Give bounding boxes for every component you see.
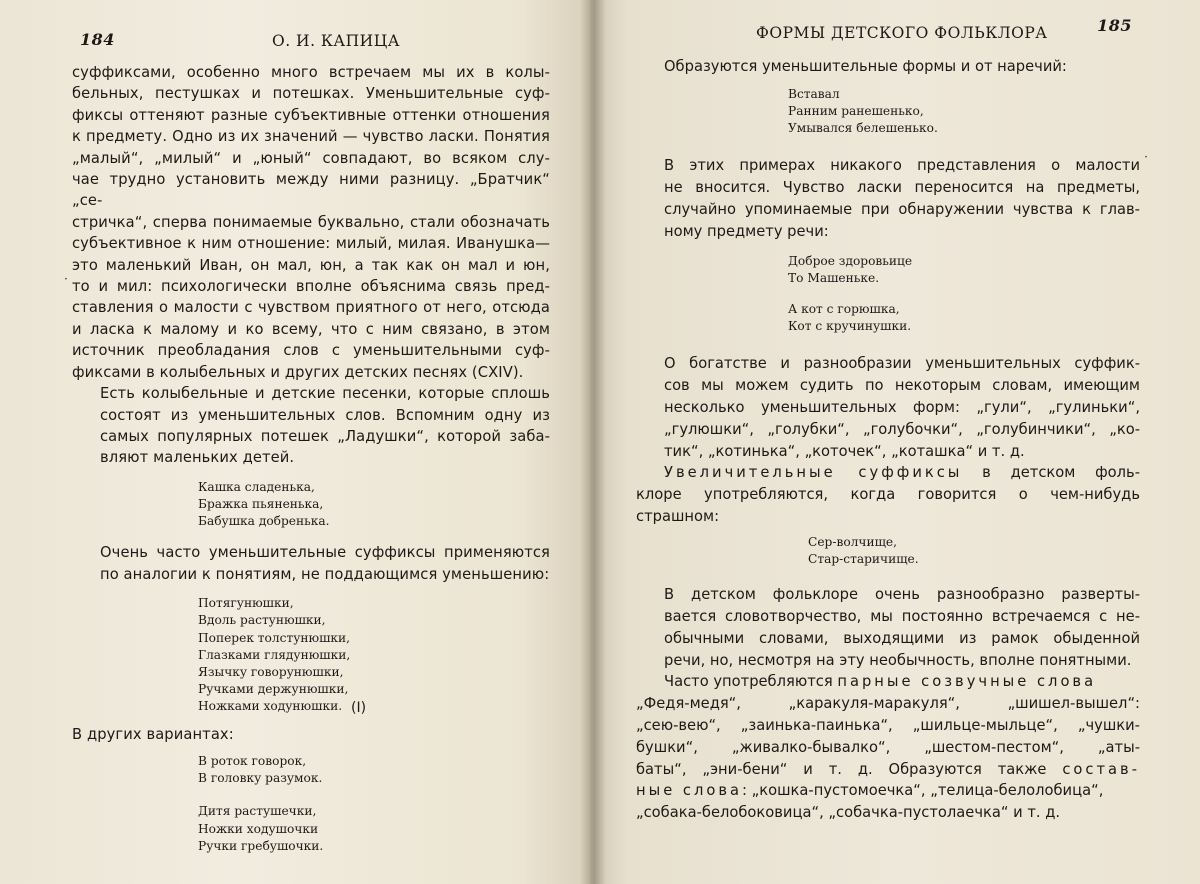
right-paragraph-5-compound: [636, 780, 1140, 802]
verse-line: Кашка сладенька,: [198, 479, 315, 494]
left-header: [72, 26, 550, 56]
text-line: несколько уменьшительных форм: „гули“, „гулиньки“,: [664, 399, 1140, 416]
left-paragraph-2: [72, 383, 550, 469]
text-line: речи, но, несмотря на эту необычность, вполне понятными.: [664, 651, 1132, 669]
spaced-term-3a: состав-: [1062, 760, 1140, 778]
text-line: ному предмету речи:: [664, 222, 829, 240]
verse-reference: (I): [351, 699, 367, 716]
text-line: фиксами в колыбельных и других детских песнях (CXIV).: [72, 363, 524, 381]
text-line: страшном:: [636, 507, 720, 525]
text-line: это маленький Иван, он мал, юн, а так как он мал и юн,: [72, 256, 550, 274]
left-verse-2-block: [198, 595, 550, 715]
verse-line: Стар-старичище.: [808, 551, 919, 566]
spaced-term-2: парные созвучные слова: [837, 673, 1097, 691]
left-paragraph-3: [72, 542, 550, 585]
left-page: [0, 0, 590, 884]
verse-line: Язычку говорунюшки,: [198, 664, 344, 679]
right-verse-2: [788, 253, 1140, 287]
right-verse-4: [808, 534, 1140, 568]
text-line: „гулюшки“, „голубки“, „голубочки“, „голубинчики“, „ко-: [664, 420, 1140, 438]
text-line: сов мы можем судить по некоторым словам, имеющим: [664, 377, 1140, 395]
right-paragraph-5-last: „собака-белобоковица“, „собачка-пустолаечка“ и т. д.: [636, 804, 1061, 822]
verse-line: Бабушка добренька.: [198, 514, 330, 529]
verse-line: Ножки ходушочки: [198, 821, 319, 836]
verse-line: Вставал: [788, 86, 840, 101]
text-line: бушки“, „живалко-бывалко“, „шестом-пестом“, „аты-: [636, 738, 1140, 756]
verse-line: Глазками глядунюшки,: [198, 647, 351, 662]
left-verse-3: [198, 753, 550, 787]
verse-line: В роток говорок,: [198, 753, 307, 768]
text-line: по аналогии к понятиям, не поддающимся уменьшению:: [100, 565, 550, 583]
right-paragraph-2: [636, 353, 1140, 462]
verse-line: Ножками ходунюшки.: [198, 699, 343, 714]
verse-line: Кот с кручинушки.: [788, 319, 912, 334]
right-verse-1: [788, 86, 1140, 138]
text-line: „малый“, „милый“ и „юный“ совпадают, во всяком слу-: [72, 149, 550, 167]
variants-heading: В других вариантах:: [72, 725, 234, 743]
text-line: то и мил: психологически вполне объяснима связь пред-: [72, 278, 550, 296]
text-line: В этих примерах никакого представления о малости: [664, 157, 1140, 175]
right-paragraph-3: [636, 462, 1140, 484]
left-running-head: О. И. КАПИЦА: [272, 32, 400, 50]
para3-rest: в детском фоль-: [962, 464, 1140, 482]
verse-line: Умывался белешенько.: [788, 121, 938, 136]
left-verse-2: [198, 595, 550, 715]
left-page-number: 184: [80, 30, 115, 49]
text-line: к предмету. Одно из их значений — чувство ласки. Понятия: [72, 128, 550, 146]
text-line: субъективное к ним отношение: милый, милая. Иванушка—: [72, 235, 550, 253]
verse-line: Ранним ранешенько,: [788, 104, 924, 118]
left-verse-4: [198, 803, 550, 855]
text-line: состоят из уменьшительных слов. Вспомним одну из: [100, 406, 550, 424]
text-line: Есть колыбельные и детские песенки, которые сплошь: [100, 385, 550, 403]
text-line: бельных, пестушках и потешках. Уменьшительные суф-: [72, 85, 550, 103]
right-intro: Образуются уменьшительные формы и от наречий:: [664, 58, 1067, 75]
right-paragraph-5: [636, 671, 1140, 693]
left-paragraph-1: [72, 62, 550, 383]
right-page: [590, 0, 1200, 884]
right-verse-3: [788, 301, 1140, 335]
left-verse-1: [198, 479, 550, 531]
text-line: тик“, „котинька“, „коточек“, „коташка“ и т. д.: [664, 442, 1025, 460]
text-line: вается словотворчество, мы постоянно встречаемся с не-: [664, 607, 1140, 625]
text-line: В детском фольклоре очень разнообразно разверты-: [664, 586, 1140, 604]
spaced-term-1: Увеличительные суффиксы: [664, 464, 963, 482]
right-running-head: ФОРМЫ ДЕТСКОГО ФОЛЬКЛОРА: [756, 24, 1048, 42]
text-line: баты“, „эни-бени“ и т. д. Образуются также состав-: [636, 760, 1140, 778]
verse-line: А кот с горюшка,: [788, 302, 900, 316]
margin-mark: ·: [64, 272, 68, 286]
verse-line: В головку разумок.: [198, 771, 323, 786]
text-line: вляют маленьких детей.: [100, 449, 295, 467]
right-paragraph-1: [636, 155, 1140, 242]
text-line: фиксы оттеняют разные субъективные оттенки отношения: [72, 106, 550, 124]
verse-line: Ручками держунюшки,: [198, 682, 349, 697]
text-line: случайно упоминаемые при обнаружении чувства к глав-: [664, 201, 1140, 218]
text-line: суффиксами, особенно много встречаем мы их в колы-: [72, 64, 550, 81]
verse-line: Поперек толстунюшки,: [198, 630, 351, 645]
verse-line: Бражка пьяненька,: [198, 496, 324, 511]
text-line: не вносится. Чувство ласки переносится на предметы,: [664, 179, 1140, 197]
text-line: обычными словами, выходящими из рамок обыденной: [664, 629, 1140, 647]
para5-start: Часто употребляются: [664, 673, 838, 691]
verse-line: Дитя растушечки,: [198, 804, 317, 819]
text-line: чае трудно установить между ними разницу. „Братчик“ „се-: [72, 171, 550, 210]
text-line: клоре употребляются, когда говорится о чем-нибудь: [636, 486, 1140, 504]
right-page-number: 185: [1097, 16, 1132, 35]
verse-line: Доброе здоровьице: [788, 253, 913, 268]
verse-line: Сер-волчище,: [808, 534, 897, 549]
text-line: стричка“, сперва понимаемые буквально, стали обозначать: [72, 213, 550, 231]
verse-line: То Машеньке.: [788, 270, 880, 285]
right-paragraph-4: [636, 584, 1140, 671]
text-line: О богатстве и разнообразии уменьшительных суффик-: [664, 355, 1140, 373]
para5-after: : „кошка-пустомоечка“, „телица-белолобица“,: [742, 782, 1104, 800]
text-line: источник преобладания слов с уменьшительными суф-: [72, 342, 550, 360]
text-line: Очень часто уменьшительные суффиксы применяются: [100, 544, 550, 562]
verse-line: Ручки гребушочки.: [198, 838, 324, 853]
right-paragraph-3-cont: [636, 484, 1140, 528]
spaced-term-3: ные слова: [636, 782, 743, 800]
text-line: ставления о малости с чувством приятного от него, отсюда: [72, 299, 550, 317]
text-line: „Федя-медя“, „каракуля-маракуля“, „шишел-вышел“:: [636, 695, 1140, 713]
right-header: [636, 16, 1140, 46]
right-paragraph-5-cont: [636, 693, 1140, 780]
text-line: самых популярных потешек „Ладушки“, которой заба-: [100, 427, 550, 445]
verse-line: Потягунюшки,: [198, 596, 294, 611]
text-line: и ласка к малому и ко всему, что с ним связано, в этом: [72, 320, 550, 338]
margin-mark-right: ·: [1144, 150, 1148, 164]
text-line: „сею-вею“, „заинька-паинька“, „шильце-мыльце“, „чушки-: [636, 716, 1140, 734]
verse-line: Вдоль растунюшки,: [198, 613, 326, 628]
